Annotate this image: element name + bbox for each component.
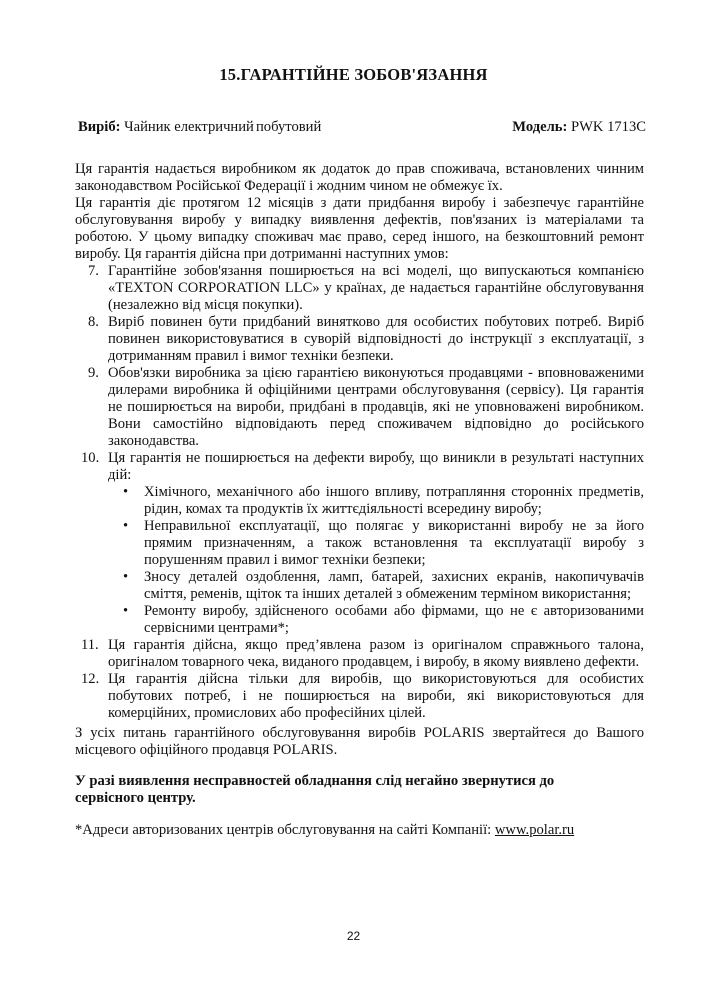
exclusion-text: Хімічного, механічного або іншого впливу, потрапляння сторонніх предметів, рідин, комах та продуктів їх життєдіяльності всередину виробу; — [144, 484, 644, 517]
bullet-icon: • — [123, 518, 129, 534]
model-group — [512, 119, 646, 136]
product-name: Чайник електричний — [124, 119, 254, 135]
term-text: Ця гарантія дійсна тільки для виробів, що використовуються для особистих побутових потреб, і не поширюється на вироби, які використовуються для комерційних, промислових або професійних цілей. — [108, 671, 644, 721]
intro-paragraph: Ця гарантія діє протягом 12 місяців з дати придбання виробу і забезпечує гарантійне обслуговування виробу у випадку виявлення дефектів, пов'язаних із матеріалами та роботою. У цьому випадку споживач має право, серед іншого, на безкоштовний ремонт виробу. Ця гарантія дійсна при дотриманні наступних умов: — [75, 195, 644, 262]
website-link[interactable]: www.polar.ru — [494, 822, 575, 838]
term-item — [75, 450, 644, 637]
warning-notice: У разі виявлення несправностей обладнання слід негайно звернутися до сервісного центру. — [75, 773, 555, 806]
term-number: 7. — [88, 263, 99, 279]
contact-paragraph: З усіх питань гарантійного обслуговування виробів POLARIS звертайтеся до Вашого місцевого офіційного продавця POLARIS. — [75, 725, 644, 758]
bullet-icon: • — [123, 484, 129, 500]
term-text: Ця гарантія дійсна, якщо пред’явлена разом із оригіналом справжнього талона, оригіналом товарного чека, виданого продавцем, і виробу, в якому виявлено дефекти. — [108, 637, 644, 670]
exclusions-list — [108, 484, 644, 637]
term-text: Обов'язки виробника за цією гарантією виконуються продавцями - вповноваженими дилерами виробника й офіційними центрами обслуговування (сервісу). Ця гарантія не поширюється на вироби, придбані в продавців, які не уповноважені виробником. Вони самостійно відповідають перед споживачем відповідно до російського законодавства. — [108, 365, 644, 449]
addresses-text: *Адреси авторизованих центрів обслуговування на сайті Компанії: — [75, 822, 495, 838]
bullet-icon: • — [123, 569, 129, 585]
term-number: 12. — [81, 671, 100, 687]
exclusion-item — [108, 518, 644, 569]
term-text: Виріб повинен бути придбаний винятково для особистих побутових потреб. Виріб повинен використовуватися в суворій відповідності до інструкції з експлуатації, з дотриманням правил і вимог техніки безпеки. — [108, 314, 644, 364]
term-item — [75, 263, 644, 314]
product-label: Виріб: — [78, 119, 121, 135]
term-number: 11. — [81, 637, 99, 653]
service-addresses — [75, 822, 644, 839]
warranty-body — [75, 161, 644, 722]
exclusion-text: Зносу деталей оздоблення, ламп, батарей, захисних екранів, накопичувачів сміття, ременів, щіток та інших деталей з обмеженим терміном використання; — [144, 569, 644, 602]
term-item — [75, 671, 644, 722]
term-item — [75, 365, 644, 450]
term-number: 8. — [88, 314, 99, 330]
exclusion-item — [108, 484, 644, 518]
exclusion-text: Неправильної експлуатації, що полягає у використанні виробу не за його прямим призначенням, а також встановлення та експлуатації виробу з порушенням правил і вимог техніки безпеки; — [144, 518, 644, 568]
term-text: Ця гарантія не поширюється на дефекти виробу, що виникли в результаті наступних дій: — [108, 450, 644, 483]
term-item — [75, 314, 644, 365]
page-title: 15.ГАРАНТІЙНЕ ЗОБОВ'ЯЗАННЯ — [219, 65, 488, 84]
bullet-icon: • — [123, 603, 129, 619]
intro-paragraph: Ця гарантія надається виробником як додаток до прав споживача, встановлених чинним законодавством Російської Федерації і жодним чином не обмежує їх. — [75, 161, 644, 194]
product-name-group — [78, 119, 254, 136]
model-label: Модель: — [512, 119, 568, 135]
term-number: 10. — [81, 450, 100, 466]
page-number: 22 — [346, 929, 361, 943]
model-value: PWK 1713C — [571, 119, 646, 135]
exclusion-item — [108, 569, 644, 603]
term-text: Гарантійне зобов'язання поширюється на всі моделі, що випускаються компанією «TEXTON CORPORATION LLC» у країнах, де надається гарантійне обслуговування (незалежно від місця покупки). — [108, 263, 644, 313]
product-type: побутовий — [256, 119, 322, 135]
product-info — [78, 119, 646, 137]
exclusion-item — [108, 603, 644, 637]
term-number: 9. — [88, 365, 99, 381]
term-item — [75, 637, 644, 671]
warranty-terms-list — [75, 263, 644, 722]
exclusion-text: Ремонту виробу, здійсненого особами або фірмами, що не є авторизованими сервісними центрами*; — [144, 603, 644, 636]
